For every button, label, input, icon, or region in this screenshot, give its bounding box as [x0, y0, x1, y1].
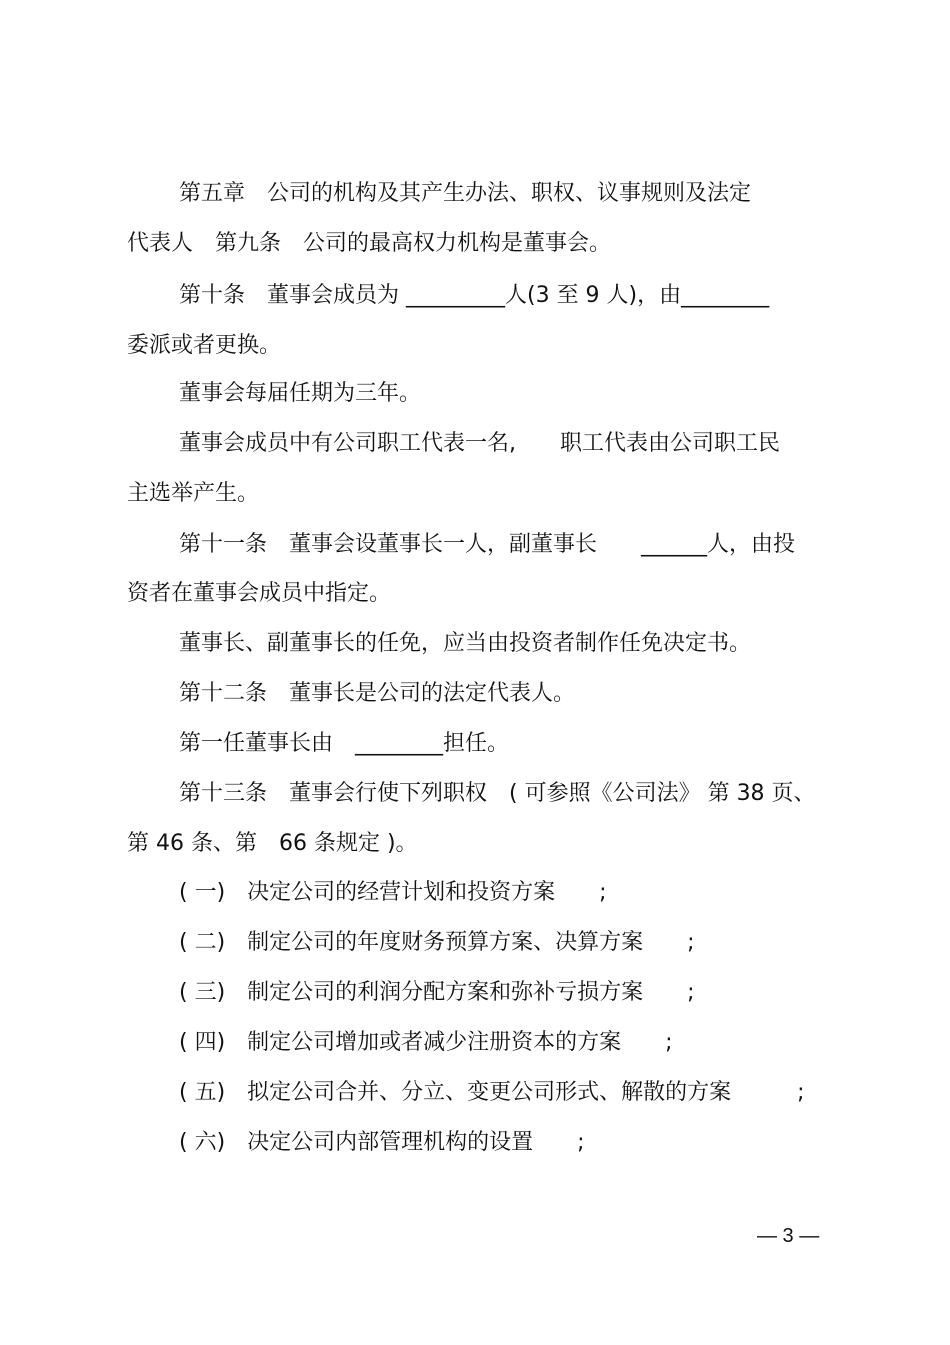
text-line: 第 46 条、第 66 条规定 )。 — [127, 831, 418, 856]
text-line: 主选举产生。 — [127, 481, 260, 506]
text-line: 资者在董事会成员中指定。 — [127, 581, 392, 606]
list-item: ( 三) 制定公司的利润分配方案和弥补亏损方案 ; — [179, 980, 695, 1005]
text-line: 董事长、副董事长的任免，应当由投资者制作任免决定书。 — [179, 631, 752, 656]
list-item: ( 二) 制定公司的年度财务预算方案、决算方案 ; — [179, 930, 695, 955]
page-number: — 3 — — [757, 1225, 820, 1247]
text-line: 第十条 董事会成员为 _________人(3 至 9 人)，由________ — [179, 283, 770, 308]
text-line: 代表人 第九条 公司的最高权力机构是董事会。 — [127, 231, 612, 256]
text-line: 第十二条 董事长是公司的法定代表人。 — [179, 681, 576, 706]
text-line: 董事会每届任期为三年。 — [179, 381, 422, 406]
list-item: ( 四) 制定公司增加或者减少注册资本的方案 ; — [179, 1030, 673, 1055]
text-line: 第十三条 董事会行使下列职权 ( 可参照《公司法》 第 38 页、 — [179, 781, 816, 806]
list-item: ( 六) 决定公司内部管理机构的设置 ; — [179, 1130, 585, 1155]
list-item: ( 一) 决定公司的经营计划和投资方案 ; — [179, 880, 607, 905]
text-line: 第五章 公司的机构及其产生办法、职权、议事规则及法定 — [179, 181, 752, 206]
text-line: 董事会成员中有公司职工代表一名, 职工代表由公司职工民 — [179, 431, 780, 456]
list-item: ( 五) 拟定公司合并、分立、变更公司形式、解散的方案 ; — [179, 1080, 805, 1105]
text-line: 委派或者更换。 — [127, 333, 282, 358]
text-line: 第一任董事长由 ________担任。 — [179, 731, 510, 756]
text-line: 第十一条 董事会设董事长一人，副董事长 ______人，由投 — [179, 532, 796, 557]
